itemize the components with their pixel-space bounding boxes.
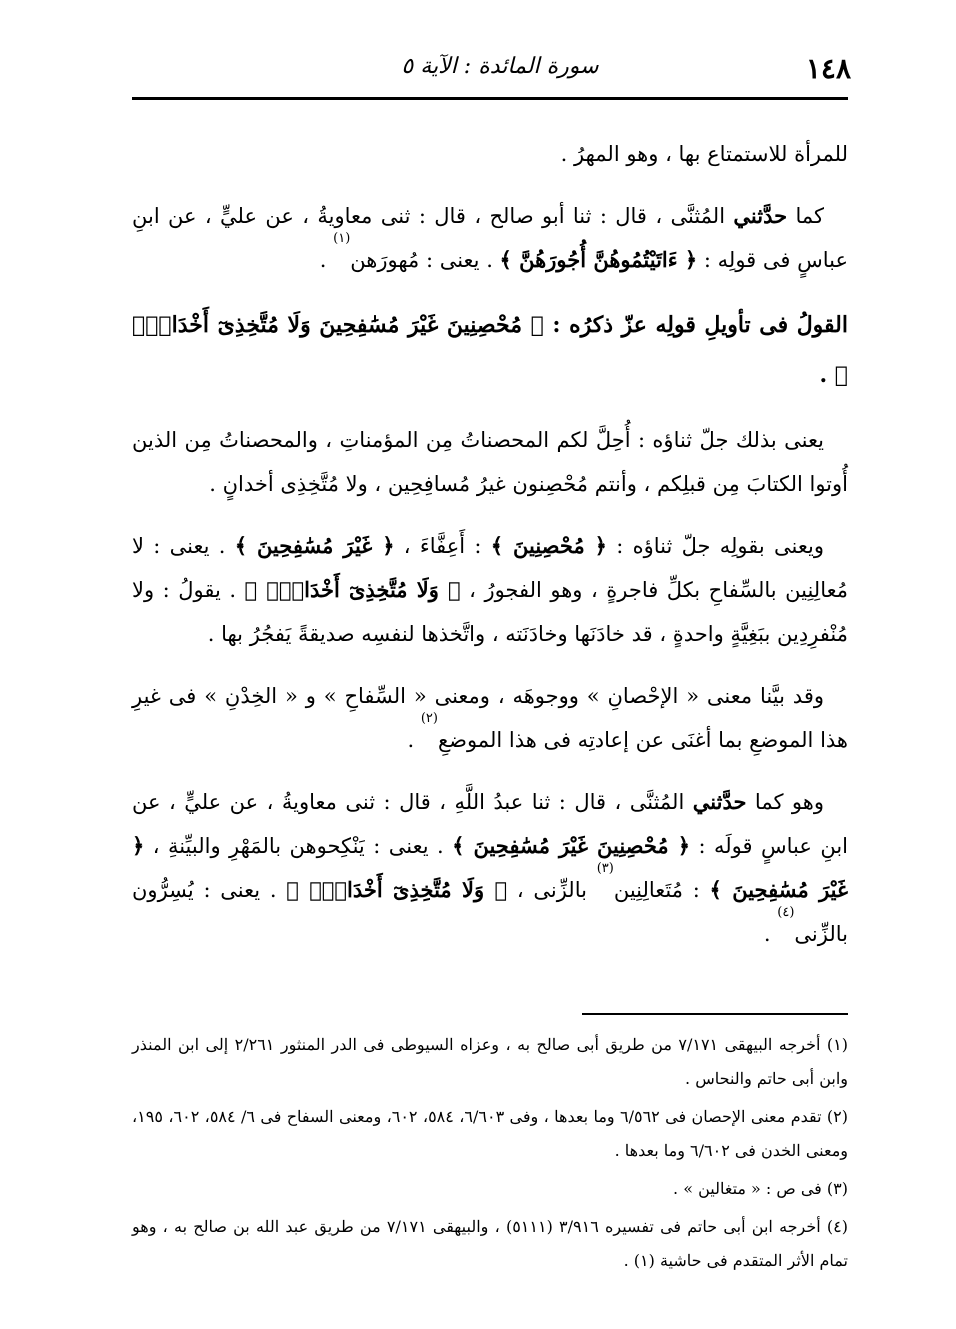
quran-quote: ﴿ غَيْرَ مُسَٰفِحِينَ ﴾	[132, 833, 848, 902]
text-run: . يقولُ : ولا مُنْفرِدِين ببَغِيَّةٍ واحدةٍ ، قد خادَنَها وخادَنَته ، واتَّخذها لنفسِه صديقةً يَفجُرُ بها .	[132, 578, 848, 646]
text-run: .	[319, 248, 334, 272]
text-run: كما	[787, 204, 824, 228]
paragraph-1: للمرأة للاستمتاع بها ، وهو المهرُ .	[560, 142, 848, 166]
text-run: وهو كما	[746, 790, 825, 814]
quran-quote: ﴿ وَلَا مُتَّخِذِىٓ أَخْدَانٍۗ ﴾	[244, 577, 461, 602]
footnotes	[132, 1028, 848, 1282]
paragraph-5	[132, 674, 848, 762]
text-run: . يعنى : يُسِرُّون بالزِّنى	[132, 878, 848, 946]
text-run: . يعنى : مُهورَهن	[350, 248, 500, 272]
footnote-3: (٣) فى ص : « متغالين » .	[673, 1179, 848, 1198]
footnote-ref: (٢)	[420, 711, 438, 726]
text-run: : مُتَعالِنِين	[613, 878, 710, 902]
text-run: المُثنَّى ، قال : ثنا عبدُ اللَّهِ ، قال : ثنى معاويةُ ، عن عليٍّ ، عن ابنِ عباسٍ قولَه :	[132, 790, 848, 858]
narration-keyword: حدَّثني	[733, 203, 788, 228]
running-title: سورة المائدة : الآية ٥	[401, 54, 599, 79]
footnote-ref: (٤)	[777, 905, 795, 920]
text-run: .	[763, 922, 778, 946]
text-run: . يعنى : لا مُعالِنِين بالسِّفاحِ بكلِّ فاجرةٍ ، وهو الفجورُ ،	[132, 534, 848, 602]
header-divider	[132, 97, 848, 100]
footnote-4: (٤) أخرجه ابن أبى حاتم فى تفسيره ٣/٩١٦ (٥١١١) ، والبيهقى ٧/١٧١ من طريق عبد الله بن صالح به ، وهو تمام الأثر المتقدم فى حاشية (١) .	[132, 1217, 849, 1270]
section-heading	[132, 300, 848, 400]
heading-text: القولُ فى تأويلِ قولِه عزّ ذكرُه :	[543, 312, 848, 338]
footnote-ref: (١)	[333, 231, 351, 246]
quran-quote: ﴿ مُحْصِنِينَ غَيْرَ مُسَٰفِحِينَ ﴾	[452, 833, 691, 858]
footnote-1: (١) أخرجه البيهقى ٧/١٧١ من طريق أبى صالح به ، وعزاه السيوطى فى الدر المنثور ٢/٢٦١ إلى ابن المنذر وابن أبى حاتم والنحاس .	[132, 1035, 848, 1088]
paragraph-2	[132, 194, 848, 282]
quran-quote: ﴿ مُحْصِنِينَ ﴾	[490, 533, 607, 558]
text-run: ويعنى بقولِه جلّ ثناؤه :	[606, 534, 824, 558]
text-run: وقد بيَّنا معنى « الإحْصانِ » ووجوهَه ، ومعنى « السِّفاحِ » و « الخِدْنِ » فى غيرِ هذا الموضعِ بما أغنَى عن إعادتِه فى هذا الموضعِ	[132, 684, 848, 752]
paragraph-3: يعنى بذلك جلّ ثناؤه : أُحِلَّ لكم المحصناتُ مِن المؤمناتِ ، والمحصناتُ مِن الذين أُوتوا الكتابَ مِن قبلِكم ، وأنتم مُحْصِنون غيرُ مُسافِحِين ، ولا مُتَّخِذِى أخدانٍ .	[132, 428, 848, 496]
text-run: بالزِّنى ،	[507, 878, 597, 902]
paragraph-6	[132, 780, 848, 956]
text-run: . يعنى : يَنْكِحوهن بالمَهْرِ والبيِّنةِ ،	[144, 834, 453, 858]
narration-keyword: حدَّثني	[692, 789, 747, 814]
quran-quote: ﴿ غَيْرَ مُسَٰفِحِينَ ﴾	[234, 533, 395, 558]
paragraph-4	[132, 524, 848, 656]
text-run: .	[407, 728, 421, 752]
quran-quote: ﴿ ءَاتَيْتُمُوهُنَّ أُجُورَهُنَّ ﴾	[499, 247, 698, 272]
footnote-ref: (٣)	[596, 861, 614, 876]
quran-quote: ﴿ وَلَا مُتَّخِذِىٓ أَخْدَانٍۗ ﴾	[286, 877, 508, 902]
page-number: ١٤٨	[805, 52, 851, 85]
quran-quote: ﴿ مُحْصِنِينَ غَيْرَ مُسَٰفِحِينَ وَلَا مُتَّخِذِىٓ أَخْدَانٍۗ ﴾	[132, 312, 848, 388]
main-text	[132, 132, 848, 974]
text-run: المُثنَّى ، قال : ثنا أبو صالح ، قال : ثنى معاويةُ ، عن عليٍّ ، عن ابنِ عباسٍ فى قولِه :	[132, 204, 848, 272]
footnote-2: (٢) تقدم معنى الإحصان فى ٦/٥٦٢ وما بعدها ، وفى ٦/٦٠٣، ٥٨٤، ٦٠٢، ومعنى السفاح فى ٦/ ٥٨٤، ٦٠٢، ١٩٥، ومعنى الخدن فى ٦/٦٠٢ وما بعدها .	[132, 1107, 849, 1160]
footnote-divider	[582, 1013, 848, 1015]
text-run: .	[819, 362, 835, 388]
text-run: : أَعِفَّاءَ ،	[394, 534, 491, 558]
